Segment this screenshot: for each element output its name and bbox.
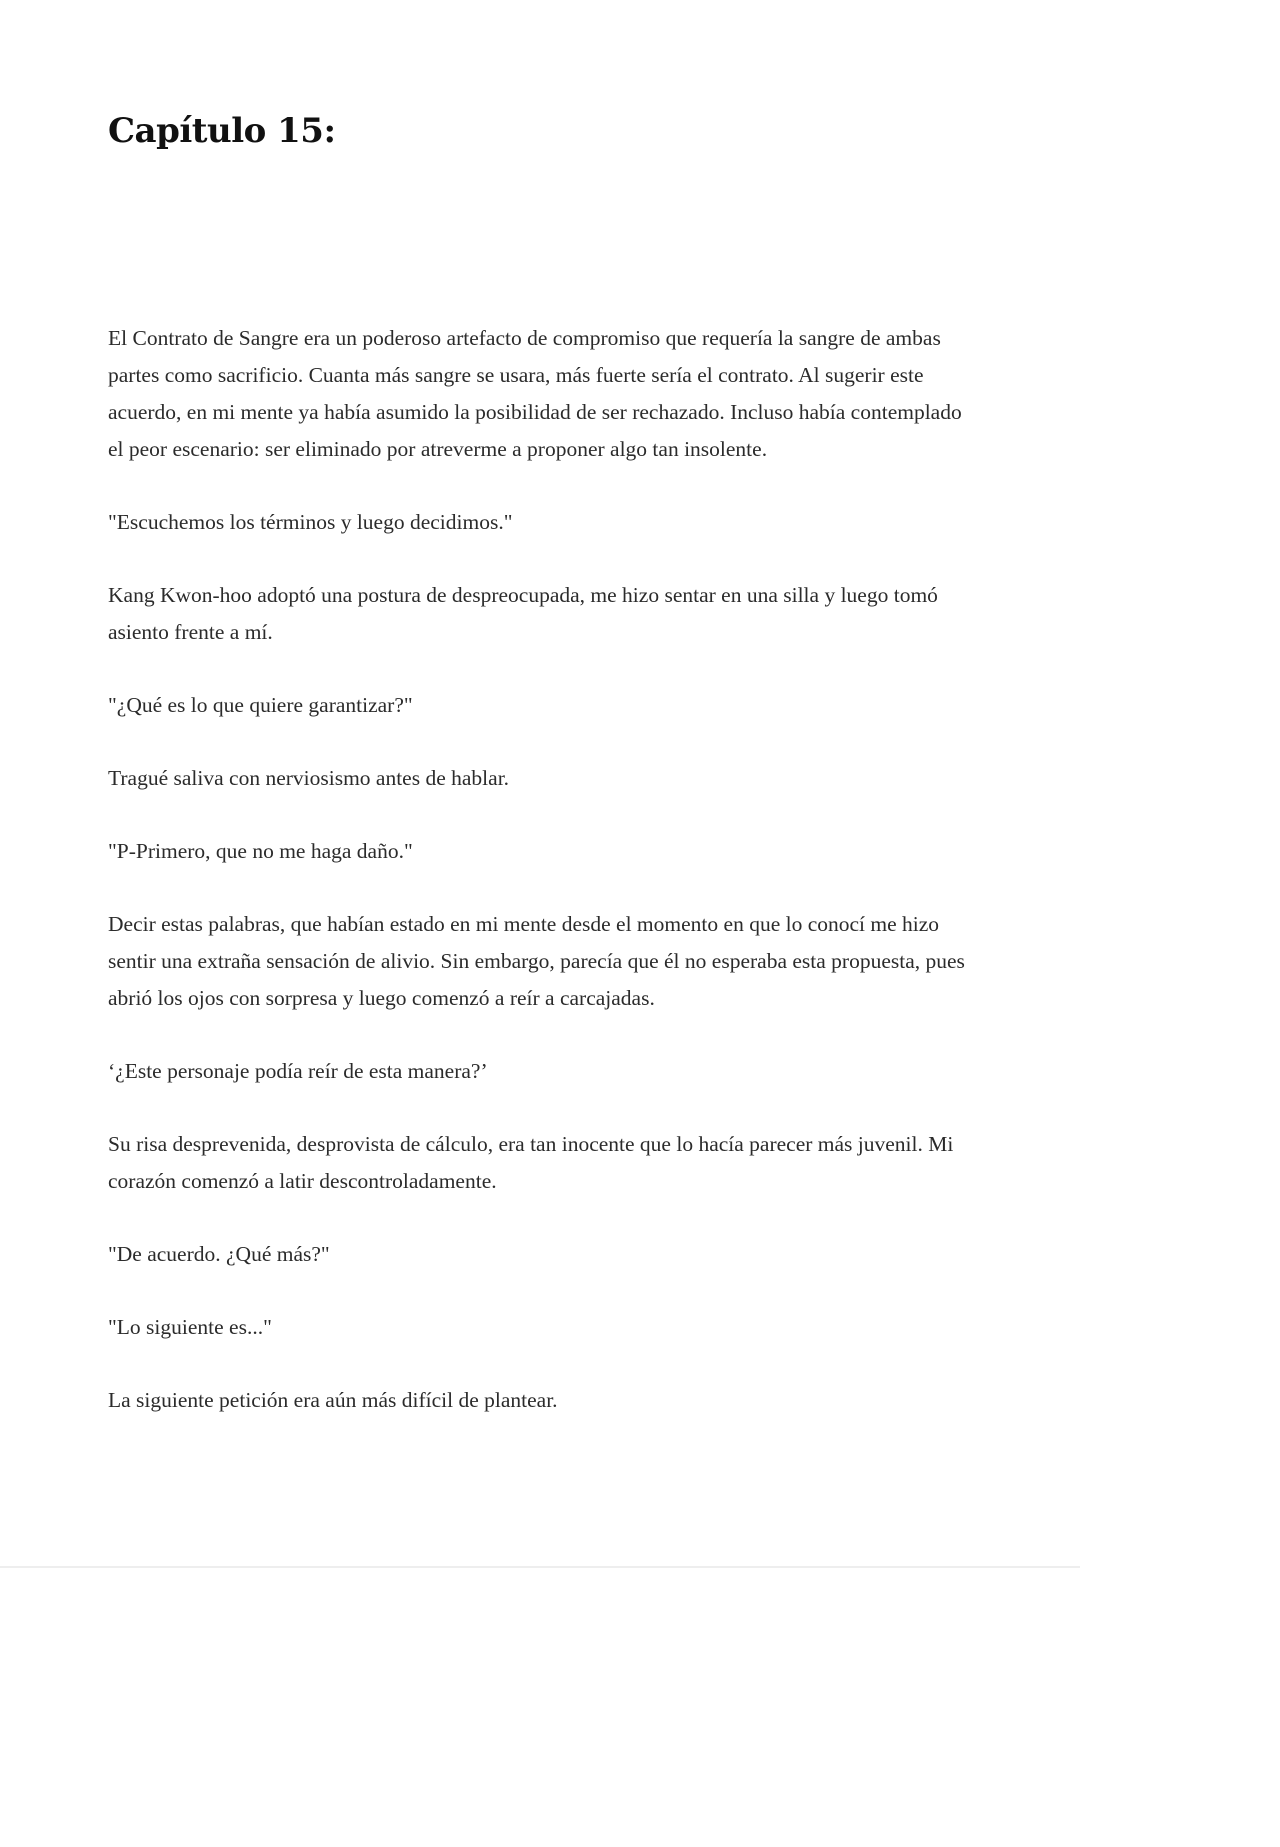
paragraph: Tragué saliva con nerviosismo antes de hablar. bbox=[108, 766, 510, 790]
paragraph: "P-Primero, que no me haga daño." bbox=[108, 839, 413, 863]
chapter-body bbox=[108, 320, 978, 1455]
paragraph: "Lo siguiente es..." bbox=[108, 1315, 272, 1339]
paragraph: "Escuchemos los términos y luego decidimos." bbox=[108, 510, 513, 534]
paragraph: ‘¿Este personaje podía reír de esta manera?’ bbox=[108, 1059, 488, 1083]
paragraph: Su risa desprevenida, desprovista de cálculo, era tan inocente que lo hacía parecer más juvenil. Mi corazón comenzó a latir descontroladamente. bbox=[108, 1132, 954, 1193]
paragraph: "De acuerdo. ¿Qué más?" bbox=[108, 1242, 330, 1266]
page-bottom-divider bbox=[0, 1566, 1080, 1568]
paragraph: Decir estas palabras, que habían estado en mi mente desde el momento en que lo conocí me hizo sentir una extraña sensación de alivio. Sin embargo, parecía que él no esperaba esta propuesta, pues abrió los ojos con sorpresa y luego comenzó a reír a carcajadas. bbox=[108, 912, 965, 1010]
chapter-title: Capítulo 15: bbox=[108, 111, 336, 151]
paragraph: La siguiente petición era aún más difícil de plantear. bbox=[108, 1388, 558, 1412]
paragraph: "¿Qué es lo que quiere garantizar?" bbox=[108, 693, 413, 717]
paragraph: Kang Kwon-hoo adoptó una postura de despreocupada, me hizo sentar en una silla y luego tomó asiento frente a mí. bbox=[108, 583, 938, 644]
paragraph: El Contrato de Sangre era un poderoso artefacto de compromiso que requería la sangre de ambas partes como sacrificio. Cuanta más sangre se usara, más fuerte sería el contrato. Al sugerir este acuerdo, en mi mente ya había asumido la posibilidad de ser rechazado. Incluso había contemplado el peor escenario: ser eliminado por atreverme a proponer algo tan insolente. bbox=[108, 326, 962, 461]
